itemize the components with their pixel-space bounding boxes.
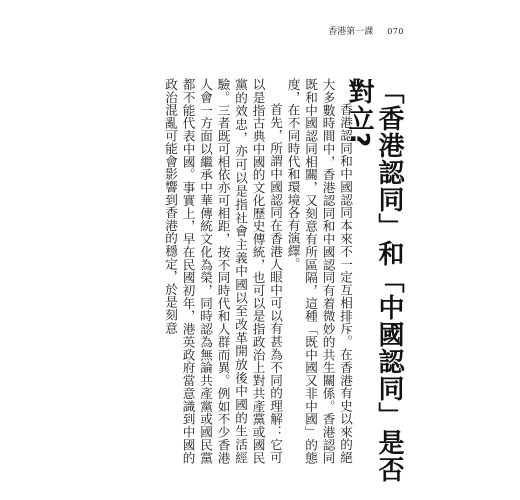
paragraph-2: 首先，所謂中國認同在香港人眼中可以有甚為不同的理解：它可以是指古典中國的文化歷史傳統，也可以是指政治上對共產黨或國民黨的效忠，亦可以是指社會主義中國以至改革開放後中國的生活經驗。三者既可相依亦可相距，按不同時代和人群而異。例如不少香港人會一方面以繼承中華傳統文化為榮，同時認為無論共產黨或國民黨都不能代表中國。事實上，早在民國初年，港英政府當意識到中國的政治混亂可能會影響到香港的穩定，於是刻意: [163, 78, 283, 464]
paragraph-1: 香港認同和中國認同本來不一定互相排斥。在香港有史以來的絕大多數時間中，香港認同和中國認同有着微妙的共生關係。香港認同既和中國認同相關，又刻意有所區隔，這種「既中國又非中國」的態度，在不同時代和環境各有演繹。: [285, 78, 353, 464]
page-number: 070: [387, 27, 404, 36]
running-title: 香港第一課: [328, 27, 374, 37]
page-header: [328, 24, 404, 37]
section-title: 「香港認同」和「中國認同」是否對立?: [344, 78, 404, 483]
body-text: [162, 78, 355, 464]
